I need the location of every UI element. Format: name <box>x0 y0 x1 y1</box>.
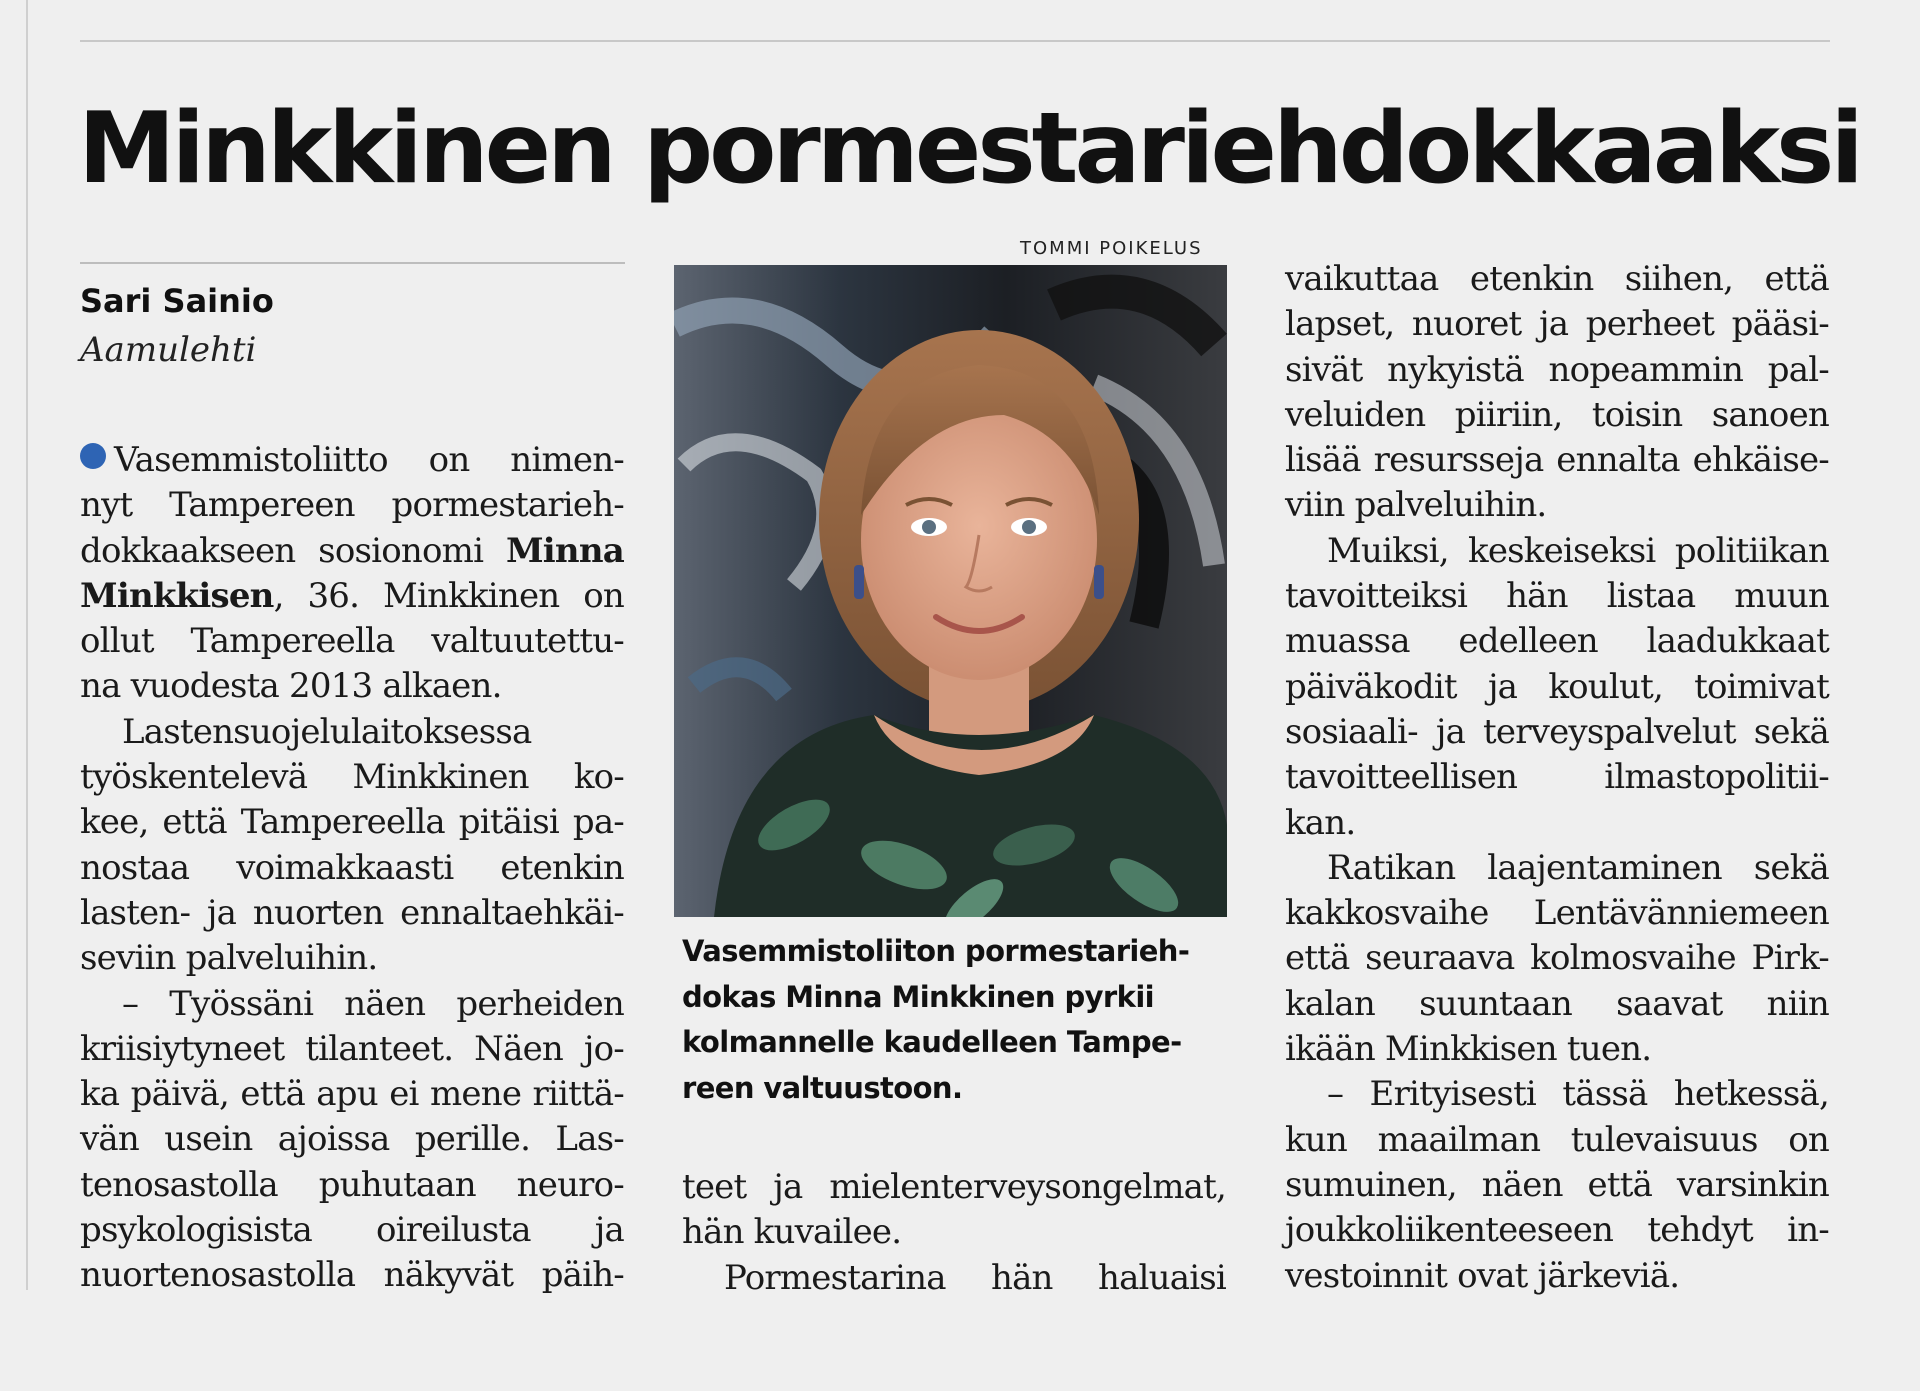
author-name: Sari Sainio <box>80 282 274 320</box>
text-line: nyt Tampereen pormestarieh- <box>80 485 624 526</box>
caption-line: reen valtuustoon. <box>682 1070 963 1105</box>
paragraph-9 <box>1285 1072 1829 1298</box>
person-name-bold: Minkkisen <box>80 575 274 616</box>
text-line: dokkaakseen sosionomi Minna <box>80 530 624 571</box>
text-line: Vasemmistoliitto on nimen- <box>80 438 624 483</box>
text-line: seviin palveluihin. <box>80 938 378 979</box>
text-line: – Erityisesti tässä hetkessä, <box>1327 1074 1829 1115</box>
text-line: lisää resursseja ennalta ehkäise- <box>1285 440 1829 481</box>
text-line: että seuraava kolmosvaihe Pirk- <box>1285 938 1829 979</box>
text-line: lasten- ja nuorten ennaltaehkäi- <box>80 892 624 933</box>
text-line: sosiaali- ja terveyspalvelut sekä <box>1285 711 1829 752</box>
text-line: kan. <box>1285 802 1356 843</box>
text-line: Lastensuojelulaitoksessa <box>122 711 532 752</box>
paragraph-1 <box>80 438 624 710</box>
text-line: kee, että Tampereella pitäisi pa- <box>80 802 624 843</box>
text-line: työskentelevä Minkkinen ko- <box>80 757 624 798</box>
text-line: sumuinen, näen että varsinkin <box>1285 1164 1829 1205</box>
text-line: psykologisista oireilusta ja <box>80 1210 624 1251</box>
text-line: Muiksi, keskeiseksi politiikan <box>1327 530 1829 571</box>
text-line: nostaa voimakkaasti etenkin <box>80 847 624 888</box>
paragraph-7 <box>1285 529 1829 846</box>
text-line: joukkoliikenteeseen tehdyt in- <box>1285 1210 1829 1251</box>
photo-credit: TOMMI POIKELUS <box>1020 238 1203 259</box>
text-line: kalan suuntaan saavat niin <box>1285 983 1829 1024</box>
text-line: ka päivä, että apu ei mene riittä- <box>80 1074 624 1115</box>
text-line: na vuodesta 2013 alkaen. <box>80 666 502 707</box>
person-name-bold: Minna <box>505 530 624 571</box>
caption-line: kolmannelle kaudelleen Tampe- <box>682 1025 1182 1059</box>
portrait-photo <box>674 265 1227 917</box>
text-line: kakkosvaihe Lentävänniemeen <box>1285 893 1829 934</box>
bullet-icon <box>80 443 106 469</box>
text-line: ollut Tampereella valtuutettu- <box>80 621 624 662</box>
page-edge-rule <box>26 0 28 1290</box>
body-column-2 <box>682 1165 1226 1301</box>
text-line: vaikuttaa etenkin siihen, että <box>1285 259 1829 299</box>
paragraph-3 <box>80 982 624 1299</box>
caption-line: dokas Minna Minkkinen pyrkii <box>682 979 1154 1014</box>
text-line: Pormestarina hän haluaisi <box>724 1257 1226 1298</box>
portrait-illustration <box>674 265 1227 917</box>
body-column-3 <box>1285 257 1829 1299</box>
photo-caption <box>682 929 1226 1111</box>
text-line: – Työssäni näen perheiden <box>122 983 624 1024</box>
paragraph-6 <box>1285 257 1829 529</box>
text-line: vän usein ajoissa perille. Las- <box>80 1119 624 1160</box>
paragraph-2 <box>80 710 624 982</box>
text-line: veluiden piiriin, toisin sanoen <box>1285 394 1829 435</box>
text-line: tavoitteiksi hän listaa muun <box>1285 576 1829 617</box>
text-line: nuortenosastolla näkyvät päih- <box>80 1255 624 1296</box>
text-line: muassa edelleen laadukkaat <box>1285 621 1829 662</box>
text-line: viin palveluihin. <box>1285 485 1547 526</box>
text-line: tavoitteellisen ilmastopolitii- <box>1285 757 1829 798</box>
text-line: lapset, nuoret ja perheet pääsi- <box>1285 304 1829 345</box>
text-line: Ratikan laajentaminen sekä <box>1327 847 1829 888</box>
text-line: sivät nykyistä nopeammin pal- <box>1285 349 1829 390</box>
body-column-1 <box>80 438 624 1299</box>
byline-divider <box>80 262 625 264</box>
text-line: päiväkodit ja koulut, toimivat <box>1285 666 1829 707</box>
text-line: kriisiytyneet tilanteet. Näen jo- <box>80 1028 624 1069</box>
text-line: Minkkisen, 36. Minkkinen on <box>80 575 624 616</box>
headline: Minkkinen pormestariehdokkaaksi <box>78 92 1860 206</box>
text-line: tenosastolla puhutaan neuro- <box>80 1164 624 1205</box>
publication-name: Aamulehti <box>80 330 257 370</box>
text-line: teet ja mielenterveysongelmat, <box>682 1167 1226 1207</box>
paragraph-8 <box>1285 846 1829 1072</box>
caption-line: Vasemmistoliiton pormestarieh- <box>682 934 1190 968</box>
text-line: vestoinnit ovat järkeviä. <box>1285 1255 1680 1296</box>
paragraph-4 <box>682 1165 1226 1256</box>
top-divider <box>80 40 1830 42</box>
text-line: hän kuvailee. <box>682 1212 902 1253</box>
text-line: ikään Minkkisen tuen. <box>1285 1029 1652 1070</box>
text-line: kun maailman tulevaisuus on <box>1285 1119 1829 1160</box>
paragraph-5 <box>682 1256 1226 1301</box>
